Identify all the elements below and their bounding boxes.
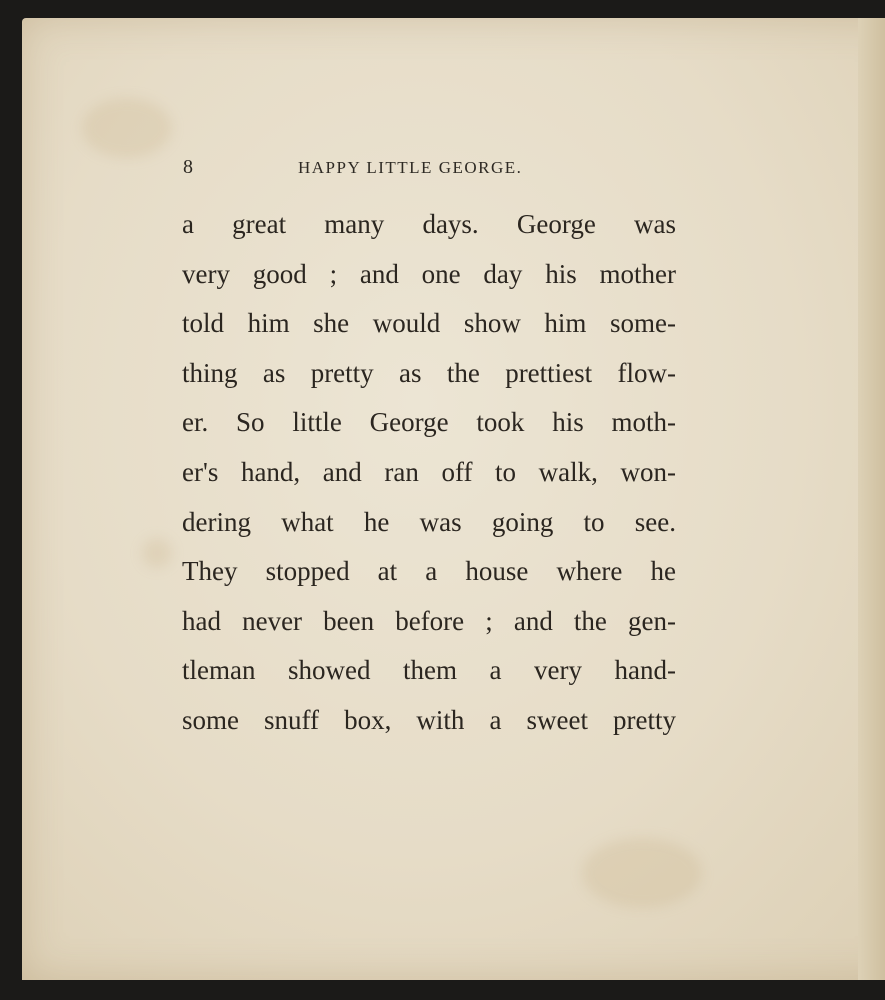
text-line: a great many days. George was: [182, 209, 676, 239]
paper-stain: [142, 538, 172, 568]
text-line: tleman showed them a very hand-: [182, 655, 676, 686]
paper-stain: [82, 98, 172, 158]
page-gutter: [858, 18, 885, 980]
page-header: [183, 156, 683, 186]
text-line: thing as pretty as the prettiest flow-: [182, 357, 676, 388]
body-text: [182, 200, 676, 746]
text-line: had never been before ; and the gen-: [182, 605, 676, 636]
text-line: er's hand, and ran off to walk, won-: [182, 456, 676, 487]
running-title: HAPPY LITTLE GEORGE.: [298, 158, 523, 177]
text-line: told him she would show him some-: [182, 308, 676, 339]
text-line: They stopped at a house where he: [182, 556, 676, 587]
text-line: very good ; and one day his mother: [182, 258, 676, 289]
text-line: some snuff box, with a sweet pretty: [182, 704, 676, 735]
text-line: dering what he was going to see.: [182, 506, 676, 537]
page-number: 8: [183, 156, 193, 178]
text-line: er. So little George took his moth-: [182, 407, 676, 438]
paper-stain: [582, 838, 702, 908]
